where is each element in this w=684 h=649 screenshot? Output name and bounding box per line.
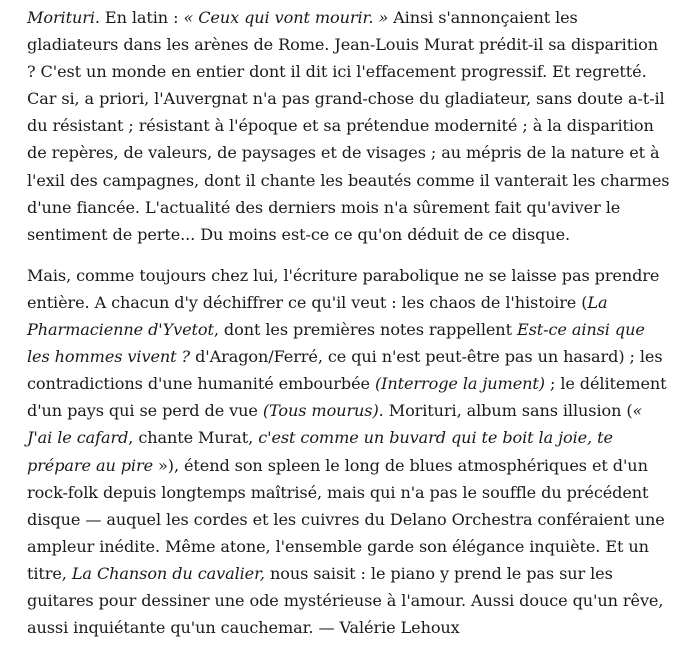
song-title-chanson-du-cavalier: La Chanson du cavalier, [71, 563, 265, 583]
song-title-tous-mourus: (Tous mourus) [262, 401, 379, 421]
lyric-quote-cafard: « J'ai le cafard [27, 401, 643, 448]
text-run: d'Aragon/Ferré, ce qui n'est peut-être pas un hasard) ; les contradictions d'une humanité embourbée [27, 347, 663, 394]
song-title-interroge-la-jument: (Interroge la jument) [374, 374, 545, 394]
text-run: Ainsi s'annonçaient les gladiateurs dans les arènes de Rome. Jean-Louis Murat prédit-il sa disparition ? C'est un monde en entier dont il dit ici l'effacement progressif. Et regretté. Car si, a priori, l'Auvergnat n'a pas grand-chose du gladiateur, sans doute a-t-il du résistant ; résistant à l'époque et sa prétendue modernité ; à la disparition de repères, de valeurs, de paysages et de visages ; au mépris de la nature et à l'exil des campagnes, dont il chante les beautés comme il vanterait les charmes d'une fiancée. L'actualité des derniers mois n'a sûrement fait qu'aviver le sentiment de perte... Du moins est-ce ce qu'on déduit de ce disque. [27, 8, 670, 244]
album-title-morituri: Morituri [27, 8, 95, 27]
text-run: , dont les premières notes rappellent [213, 320, 517, 340]
song-title-est-ce-ainsi: Est-ce ainsi que les hommes vivent ? [27, 320, 645, 367]
text-run: . Morituri, album sans illusion ( [378, 401, 633, 421]
text-run: , chante Murat, [128, 428, 259, 448]
text-run: . En latin : [94, 8, 184, 27]
lyric-quote-buvard: c'est comme un buvard qui te boit la joie, te prépare au pire [27, 428, 613, 475]
text-run: Mais, comme toujours chez lui, l'écriture parabolique ne se laisse pas prendre entière. A chacun d'y déchiffrer ce qu'il veut : les chaos de l'histoire ( [27, 265, 660, 312]
paragraph-review [27, 262, 670, 641]
text-run-with-byline: nous saisit : le piano y prend le pas sur les guitares pour dessiner une ode mystérieuse à l'amour. Aussi douce qu'un rêve, aussi inquiétante qu'un cauchemar. — Valérie Lehoux [27, 563, 664, 638]
paragraph-intro [27, 4, 670, 248]
text-run: ; le délitement d'un pays qui se perd de vue [27, 374, 667, 421]
song-title-la-pharmacienne: La Pharmacienne d'Yvetot [27, 292, 608, 340]
latin-translation-quote: « Ceux qui vont mourir. » [183, 8, 389, 27]
text-run: »), étend son spleen le long de blues atmosphériques et d'un rock-folk depuis longtemps maîtrisé, mais qui n'a pas le souffle du précédent disque — auquel les cordes et les cuivres du Delano Orchestra conféraient une ampleur inédite. Même atone, l'ensemble garde son élégance inquiète. Et un titre, [27, 455, 665, 583]
